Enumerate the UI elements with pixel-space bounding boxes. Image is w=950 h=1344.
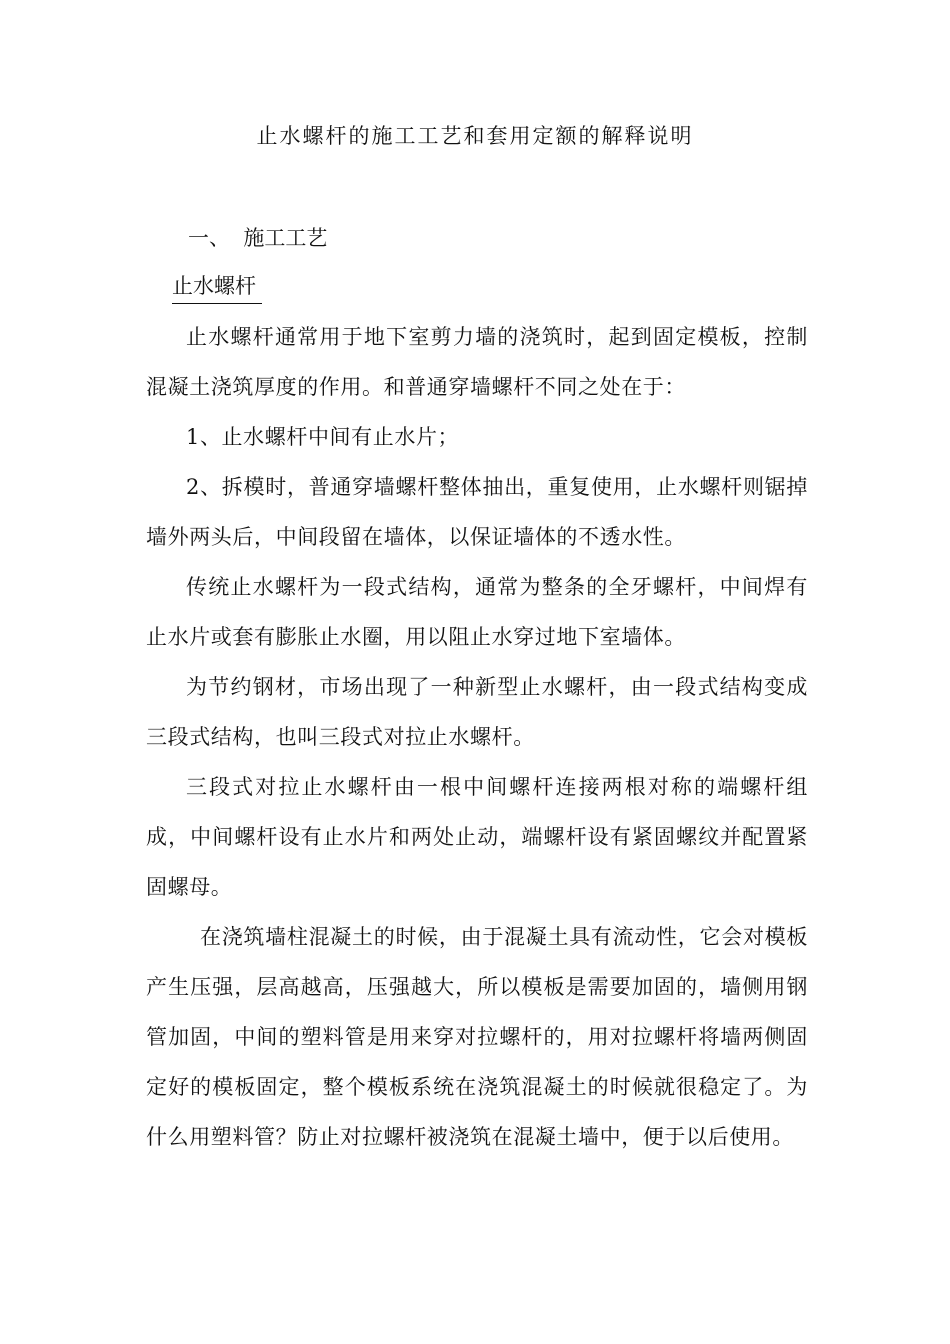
paragraph: 在浇筑墙柱混凝土的时候，由于混凝土具有流动性，它会对模板产生压强，层高越高，压强越大，所以模板是需要加固的，墙侧用钢管加固，中间的塑料管是用来穿对拉螺杆的，用对拉螺杆将墙两侧固定好的模板固定，整个模板系统在浇筑混凝土的时候就很稳定了。为什么用塑料管？防止对拉螺杆被浇筑在混凝土墙中，便于以后使用。 <box>146 925 808 1149</box>
section-heading: 一、 施工工艺 <box>188 226 328 250</box>
paragraph: 1、止水螺杆中间有止水片； <box>186 425 460 449</box>
document-body <box>146 312 808 1162</box>
paragraph: 为节约钢材，市场出现了一种新型止水螺杆，由一段式结构变成三段式结构，也叫三段式对拉止水螺杆。 <box>146 675 808 749</box>
paragraph: 三段式对拉止水螺杆由一根中间螺杆连接两根对称的端螺杆组成，中间螺杆设有止水片和两处止动，端螺杆设有紧固螺纹并配置紧固螺母。 <box>146 775 808 899</box>
subheading: 止水螺杆 <box>172 270 262 304</box>
paragraph: 传统止水螺杆为一段式结构，通常为整条的全牙螺杆，中间焊有止水片或套有膨胀止水圈，用以阻止水穿过地下室墙体。 <box>146 575 808 649</box>
paragraph: 止水螺杆通常用于地下室剪力墙的浇筑时，起到固定模板，控制混凝土浇筑厚度的作用。和普通穿墙螺杆不同之处在于： <box>146 325 808 399</box>
document-title: 止水螺杆的施工工艺和套用定额的解释说明 <box>256 124 694 148</box>
paragraph: 2、拆模时，普通穿墙螺杆整体抽出，重复使用，止水螺杆则锯掉墙外两头后，中间段留在墙体，以保证墙体的不透水性。 <box>146 475 808 549</box>
